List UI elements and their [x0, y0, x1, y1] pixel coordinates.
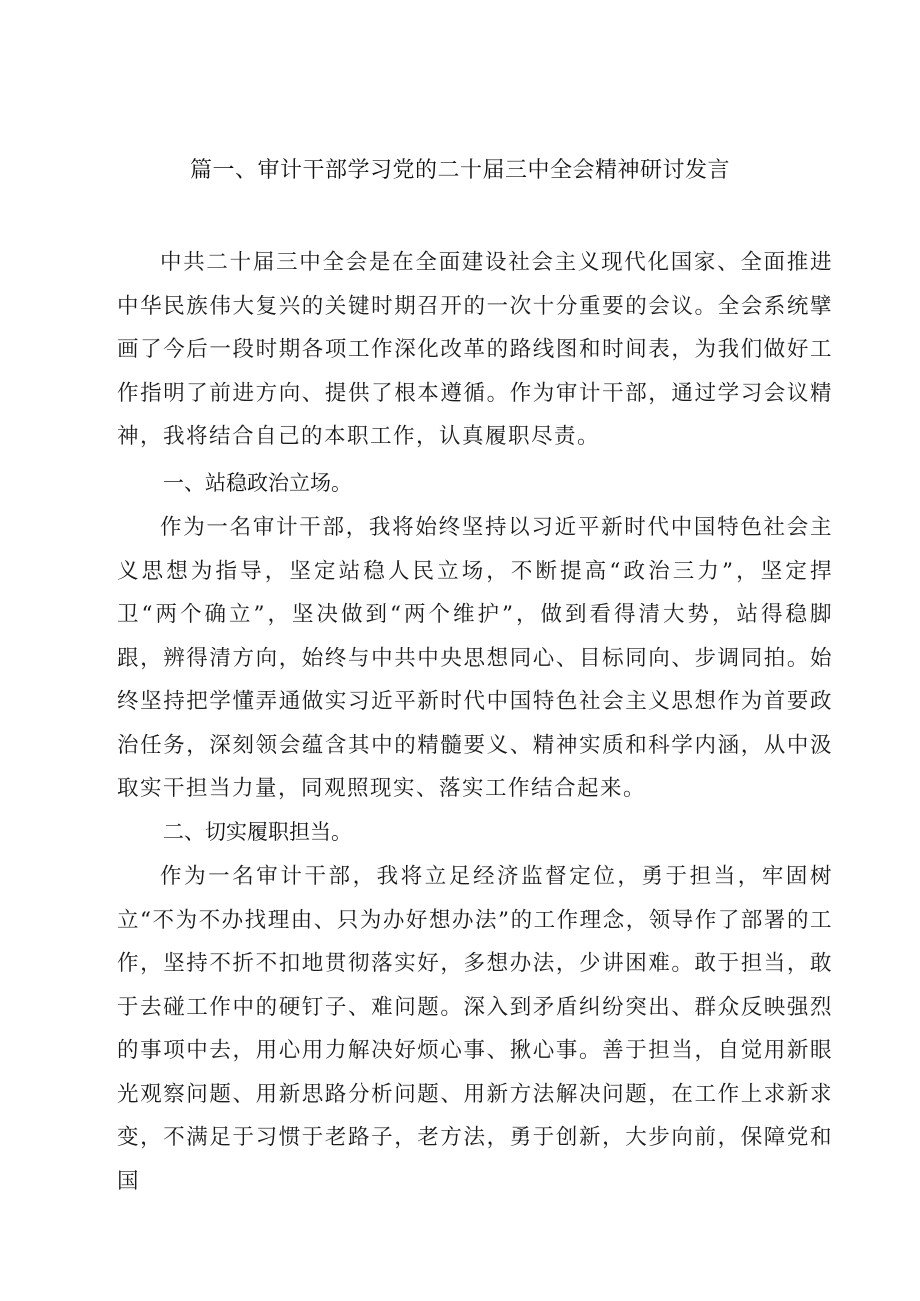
intro-text: 中共二十届三中全会是在全面建设社会主义现代化国家、全面推进中华民族伟大复兴的关键时期召开的一次十分重要的会议。全会系统擘画了今后一段时期各项工作深化改革的路线图和时间表，为我们做好工作指明了前进方向、提供了根本遵循。作为审计干部，通过学习会议精神，我将结合自己的本职工作，认真履职尽责。 [117, 250, 833, 449]
intro-paragraph [117, 241, 833, 459]
section-body: 作为一名审计干部，我将始终坚持以习近平新时代中国特色社会主义思想为指导，坚定站稳人民立场，不断提高“政治三力”，坚定捍卫“两个确立”，坚决做到“两个维护”，做到看得清大势，站得稳脚跟，辨得清方向，始终与中共中央思想同心、目标同向、步调同拍。始终坚持把学懂弄通做实习近平新时代中国特色社会主义思想作为首要政治任务，深刻领会蕴含其中的精髓要义、精神实质和科学内涵，从中汲取实干担当力量，同观照现实、落实工作结合起来。 [117, 515, 833, 801]
section-heading: 一、站稳政治立场。 [163, 471, 352, 495]
section-2-paragraph [117, 855, 833, 1203]
section-1-heading-block [117, 462, 833, 506]
section-body: 作为一名审计干部，我将立足经济监督定位，勇于担当，牢固树立“不为不办找理由、只为办好想办法”的工作理念，领导作了部署的工作，坚持不折不扣地贯彻落实好，多想办法，少讲困难。敢于担当，敢于去碰工作中的硬钉子、难问题。深入到矛盾纠纷突出、群众反映强烈的事项中去，用心用力解决好烦心事、揪心事。善于担当，自觉用新眼光观察问题、用新思路分析问题、用新方法解决问题，在工作上求新求变，不满足于习惯于老路子，老方法，勇于创新，大步向前，保障党和国 [117, 864, 833, 1194]
section-1-paragraph [117, 506, 833, 811]
section-2-heading-block [117, 811, 833, 855]
section-heading: 二、切实履职担当。 [163, 820, 352, 844]
document-title: 篇一、审计干部学习党的二十届三中全会精神研讨发言 [189, 158, 730, 183]
